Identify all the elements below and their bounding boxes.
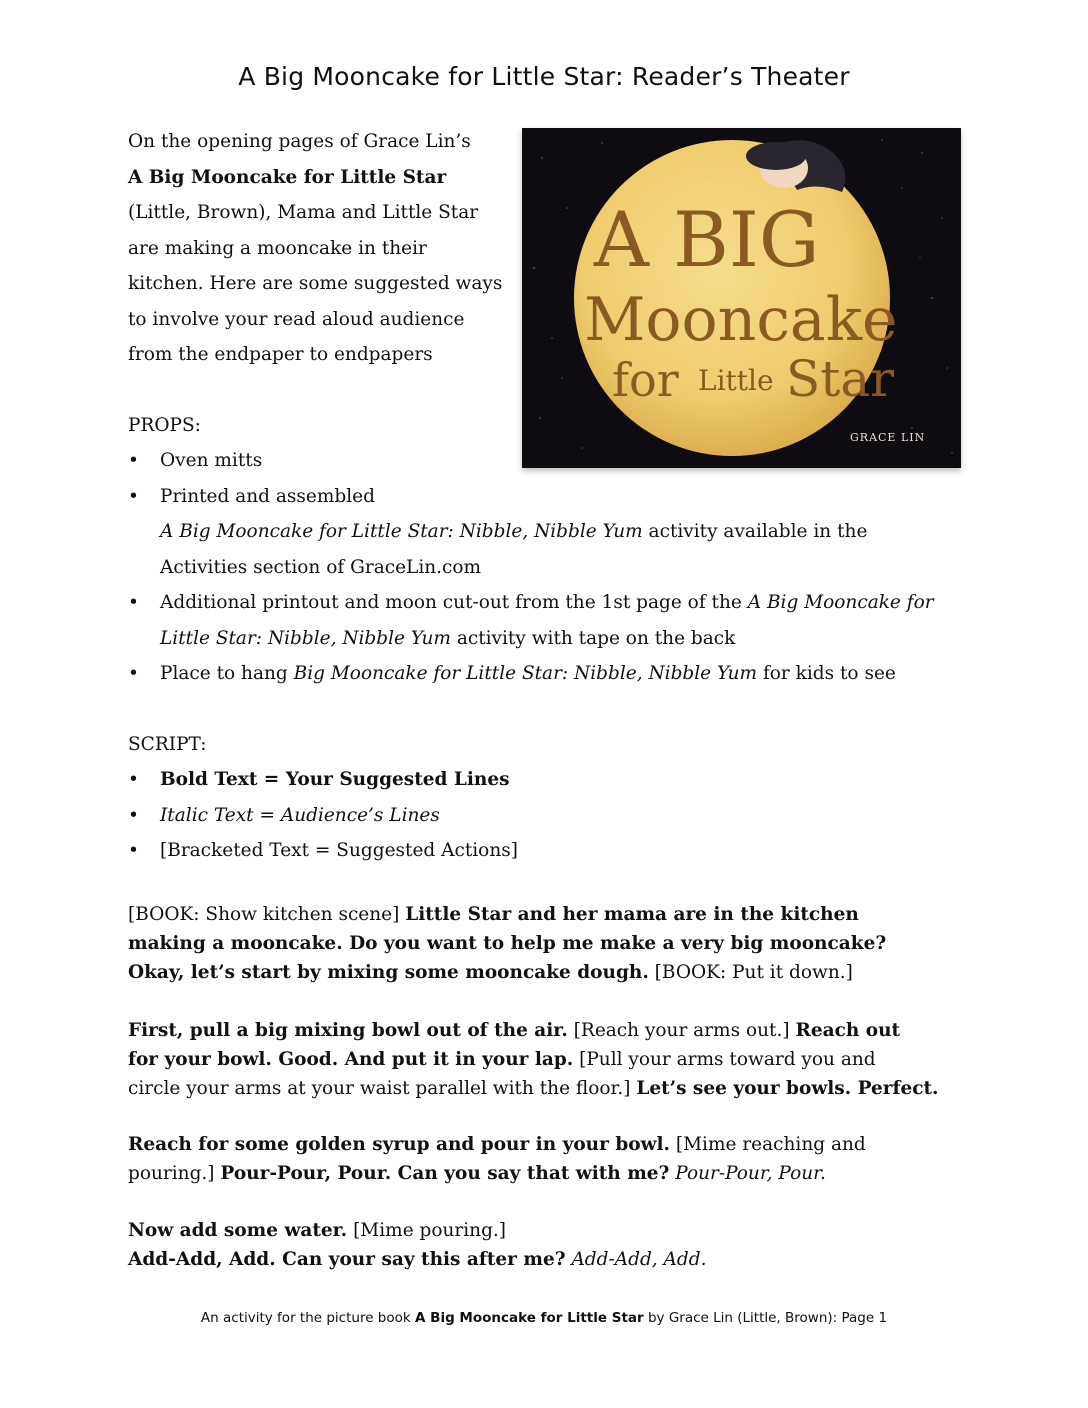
page-title: A Big Mooncake for Little Star: Reader’s Theater [238, 62, 850, 91]
bullet: • [128, 450, 139, 471]
bullet: • [128, 840, 139, 861]
prop-oven-mitts: Oven mitts [160, 450, 263, 471]
list-item [128, 585, 968, 656]
list-item [128, 762, 968, 798]
book-cover-illustration [522, 128, 961, 468]
script-paragraph: Reach for some golden syrup and pour in your bowl. [Mime reaching and pouring.] Pour-Pour, Pour. Can you say that with me? Pour-Pour, Pour. [128, 1134, 866, 1184]
prop-line: A Big Mooncake for Little Star: Nibble, Nibble Yum activity available in the [160, 521, 868, 542]
svg-text:for: for [612, 353, 679, 407]
prop-line: Little Star: Nibble, Nibble Yum activity with tape on the back [160, 627, 736, 649]
prop-line: Additional printout and moon cut-out from the 1st page of the A Big Mooncake for [160, 592, 934, 613]
list-item [128, 656, 968, 692]
script-paragraph: [BOOK: Show kitchen scene] Little Star and her mama are in the kitchen making a mooncake. Do you want to help me make a very big mooncake? Okay, let’s start by mixing some mooncake dough. [BOOK: Put it down.] [128, 904, 887, 983]
script-paragraph: Now add some water. [Mime pouring.] Add-Add, Add. Can your say this after me? Add-Add, Add. [128, 1220, 707, 1270]
intro-line: kitchen. Here are some suggested ways [128, 273, 503, 294]
svg-text:A BIG: A BIG [594, 195, 820, 284]
intro-line: are making a mooncake in their [128, 237, 427, 259]
bullet: • [128, 663, 139, 684]
book-cover-image [522, 128, 961, 468]
bullet: • [128, 485, 139, 507]
legend-bold: Bold Text = Your Suggested Lines [160, 769, 510, 790]
intro-line: (Little, Brown), Mama and Little Star [128, 202, 479, 223]
svg-text:Star: Star [786, 350, 895, 408]
prop-line: Place to hang Big Mooncake for Little Star: Nibble, Nibble Yum for kids to see [160, 663, 896, 684]
intro-line: On the opening pages of Grace Lin’s [128, 131, 471, 152]
legend-bracketed: [Bracketed Text = Suggested Actions] [160, 840, 518, 861]
list-item [128, 479, 968, 586]
props-heading: PROPS: [128, 415, 201, 436]
intro-book-title: A Big Mooncake for Little Star [128, 166, 447, 188]
list-item [128, 833, 968, 869]
bullet: • [128, 804, 139, 826]
script-paragraph: First, pull a big mixing bowl out of the air. [Reach your arms out.] Reach out for your bowl. Good. And put it in your lap. [Pull your arms toward you and circle your arms at your waist parallel with the floor.] Let’s see your bowls. Perfect. [128, 1020, 939, 1099]
bullet: • [128, 769, 139, 790]
list-item [128, 443, 968, 479]
intro-paragraph [128, 124, 508, 373]
page-footer: An activity for the picture book A Big Mooncake for Little Star by Grace Lin (Little, Brown): Page 1 [200, 1310, 888, 1326]
script-heading: SCRIPT: [128, 734, 207, 755]
svg-text:GRACE LIN: GRACE LIN [850, 431, 926, 444]
list-item [128, 798, 968, 834]
prop-line: Printed and assembled [160, 485, 375, 507]
intro-line: to involve your read aloud audience [128, 308, 465, 330]
intro-line: from the endpaper to endpapers [128, 344, 433, 365]
props-list [128, 443, 968, 692]
legend-italic: Italic Text = Audience’s Lines [160, 804, 440, 826]
svg-text:Little: Little [698, 364, 774, 397]
svg-text:Mooncake: Mooncake [584, 285, 898, 355]
bullet: • [128, 592, 139, 613]
prop-line: Activities section of GraceLin.com [160, 556, 482, 578]
script-legend-list [128, 762, 968, 869]
